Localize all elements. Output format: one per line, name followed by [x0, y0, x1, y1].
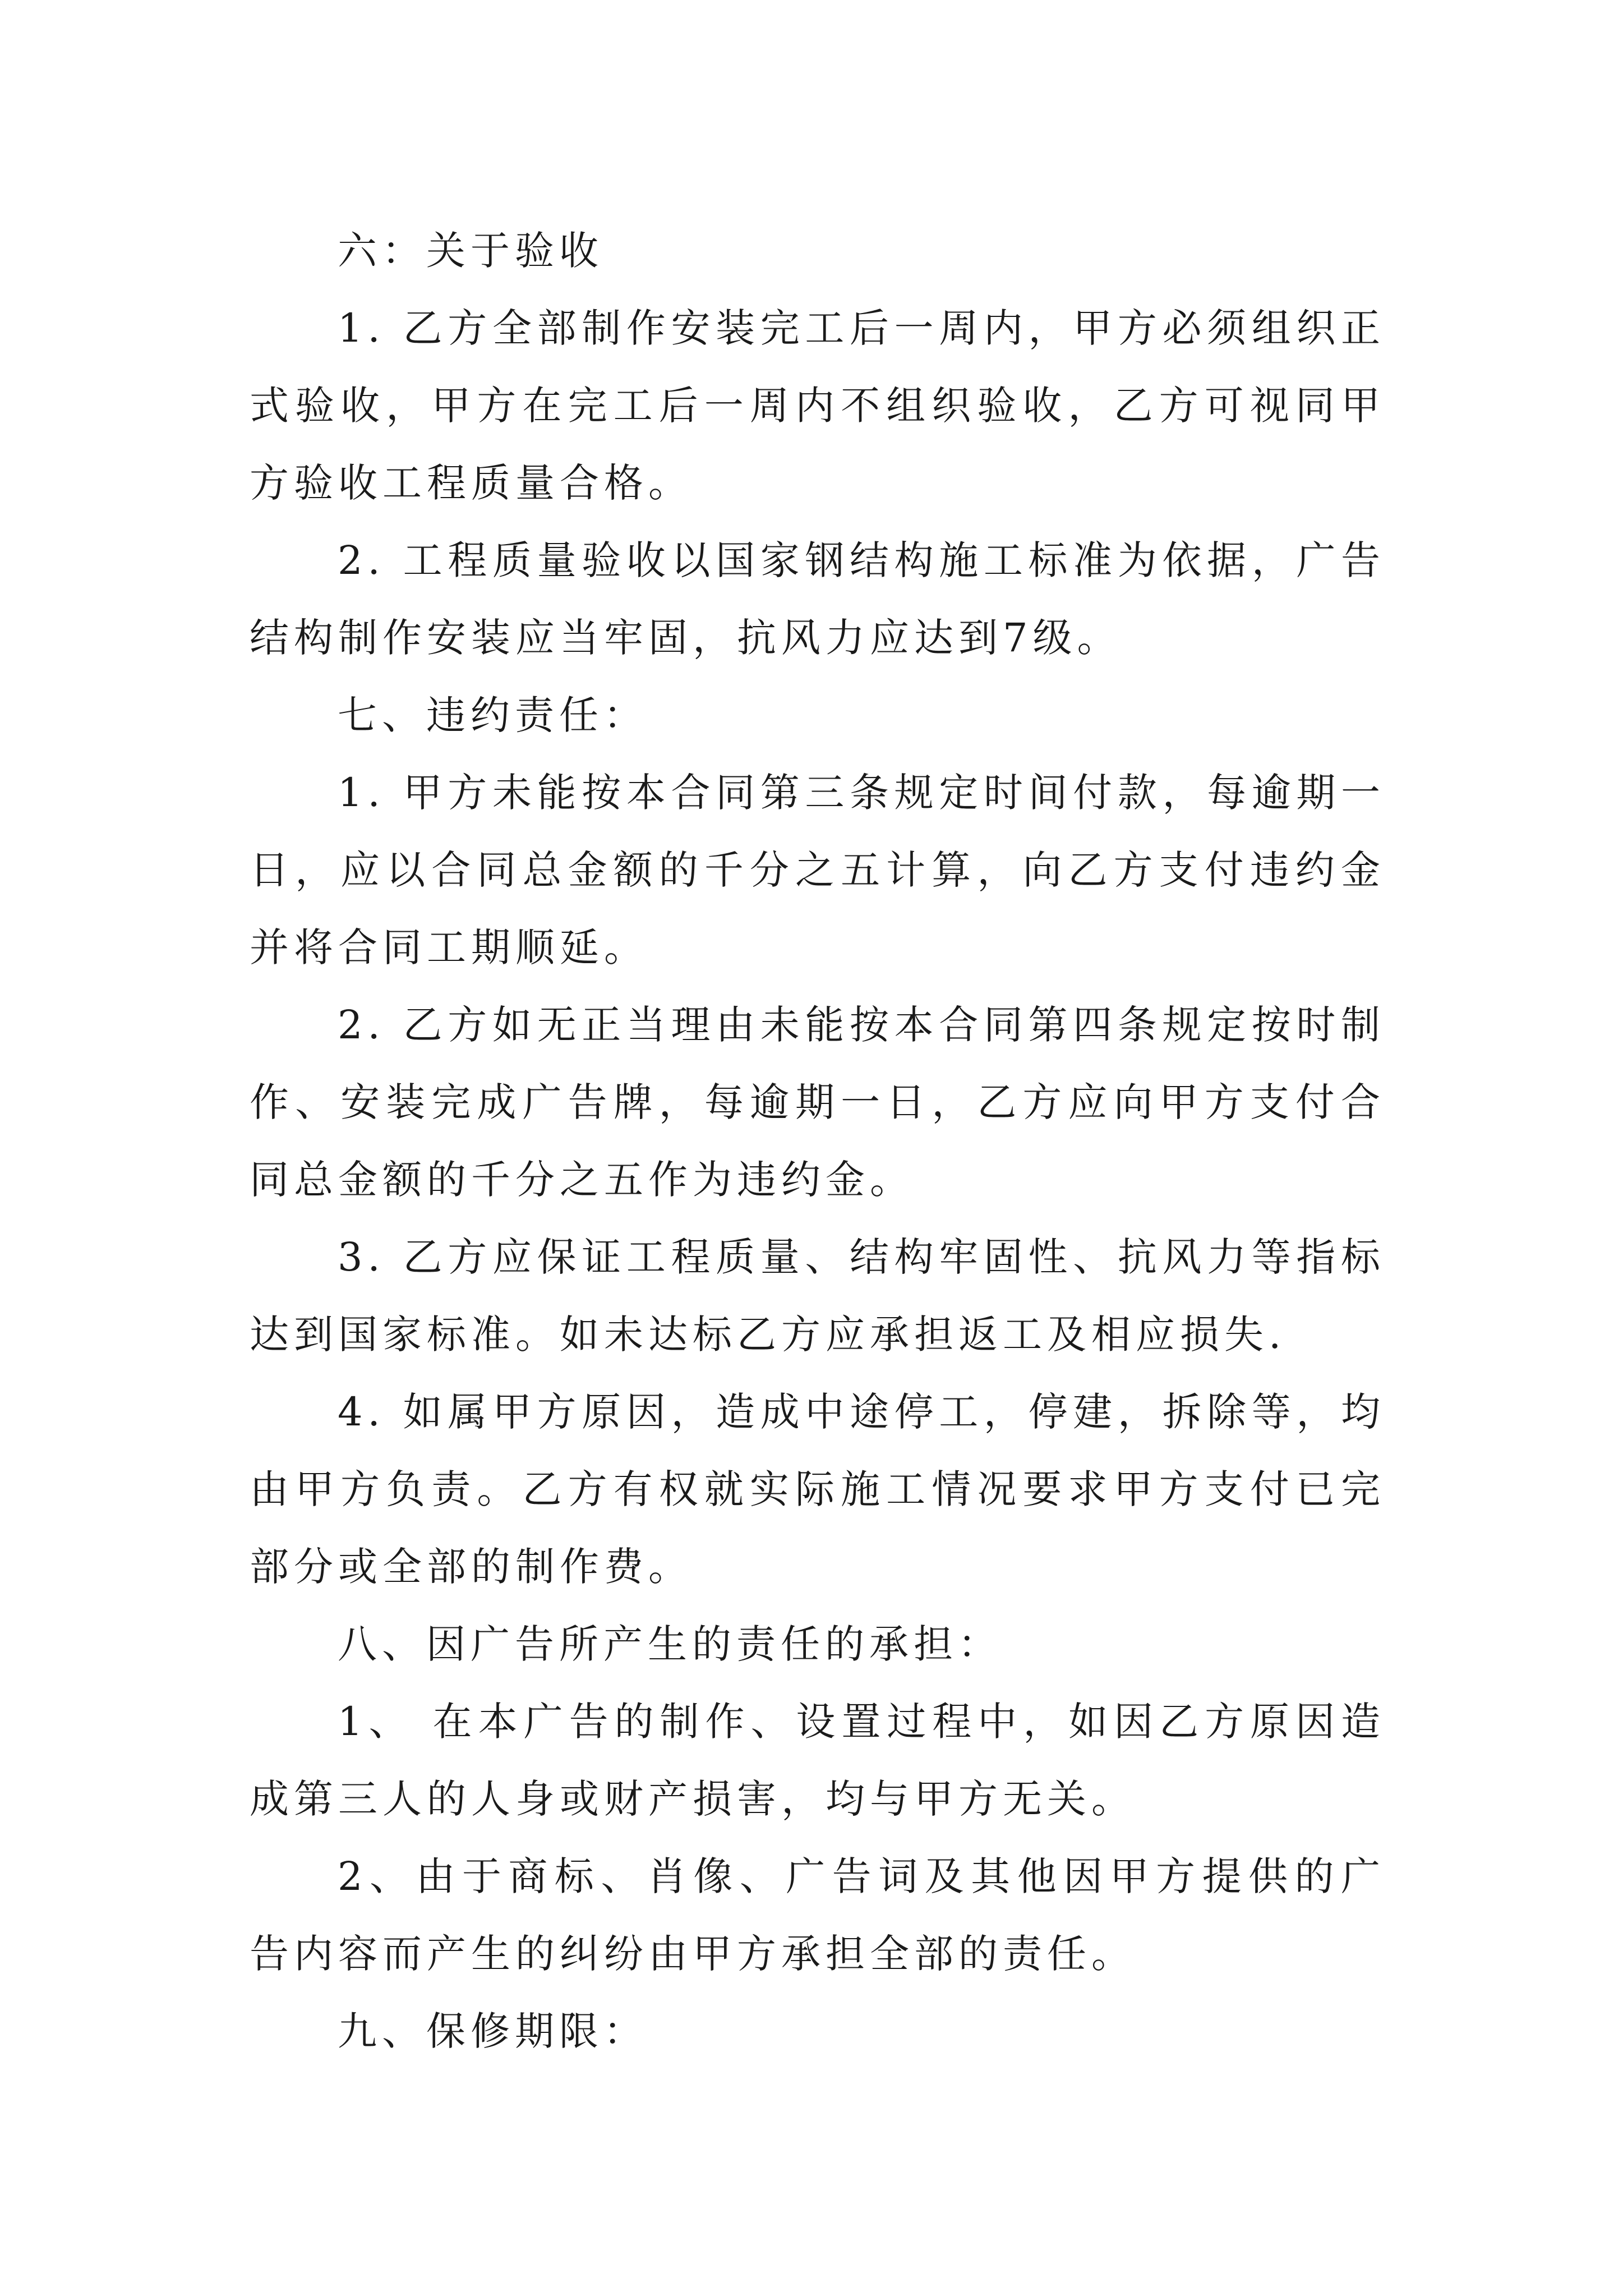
clause-breach-3: 3. 乙方应保证工程质量、结构牢固性、抗风力等指标达到国家标准。如未达标乙方应承担返工及相应损失. — [250, 1234, 1385, 1358]
clause-breach-1: 1. 甲方未能按本合同第三条规定时间付款，每逾期一日，应以合同总金额的千分之五计算，向乙方支付违约金并将合同工期顺延。 — [250, 770, 1385, 970]
section-heading-warranty: 九、保修期限： — [338, 2008, 648, 2054]
clause-breach-2: 2. 乙方如无正当理由未能按本合同第四条规定按时制作、安装完成广告牌，每逾期一日，乙方应向甲方支付合同总金额的千分之五作为违约金。 — [250, 1002, 1385, 1203]
clause-acceptance-1: 1. 乙方全部制作安装完工后一周内，甲方必须组织正式验收，甲方在完工后一周内不组织验收，乙方可视同甲方验收工程质量合格。 — [250, 305, 1385, 506]
clause-liability-2: 2、由于商标、肖像、广告词及其他因甲方提供的广告内容而产生的纠纷由甲方承担全部的责任。 — [250, 1853, 1385, 1977]
clause-breach-4: 4. 如属甲方原因，造成中途停工，停建，拆除等，均由甲方负责。乙方有权就实际施工情况要求甲方支付已完部分或全部的制作费。 — [250, 1389, 1385, 1590]
document-body — [250, 212, 1385, 2070]
clause-acceptance-2: 2. 工程质量验收以国家钢结构施工标准为依据，广告结构制作安装应当牢固，抗风力应达到7级。 — [250, 537, 1385, 661]
clause-liability-1: 1、 在本广告的制作、设置过程中，如因乙方原因造成第三人的人身或财产损害，均与甲方无关。 — [250, 1699, 1385, 1822]
section-heading-breach: 七、违约责任： — [338, 692, 648, 738]
section-heading-acceptance: 六：关于验收 — [338, 228, 603, 274]
section-heading-liability: 八、因广告所产生的责任的承担： — [338, 1621, 1002, 1667]
